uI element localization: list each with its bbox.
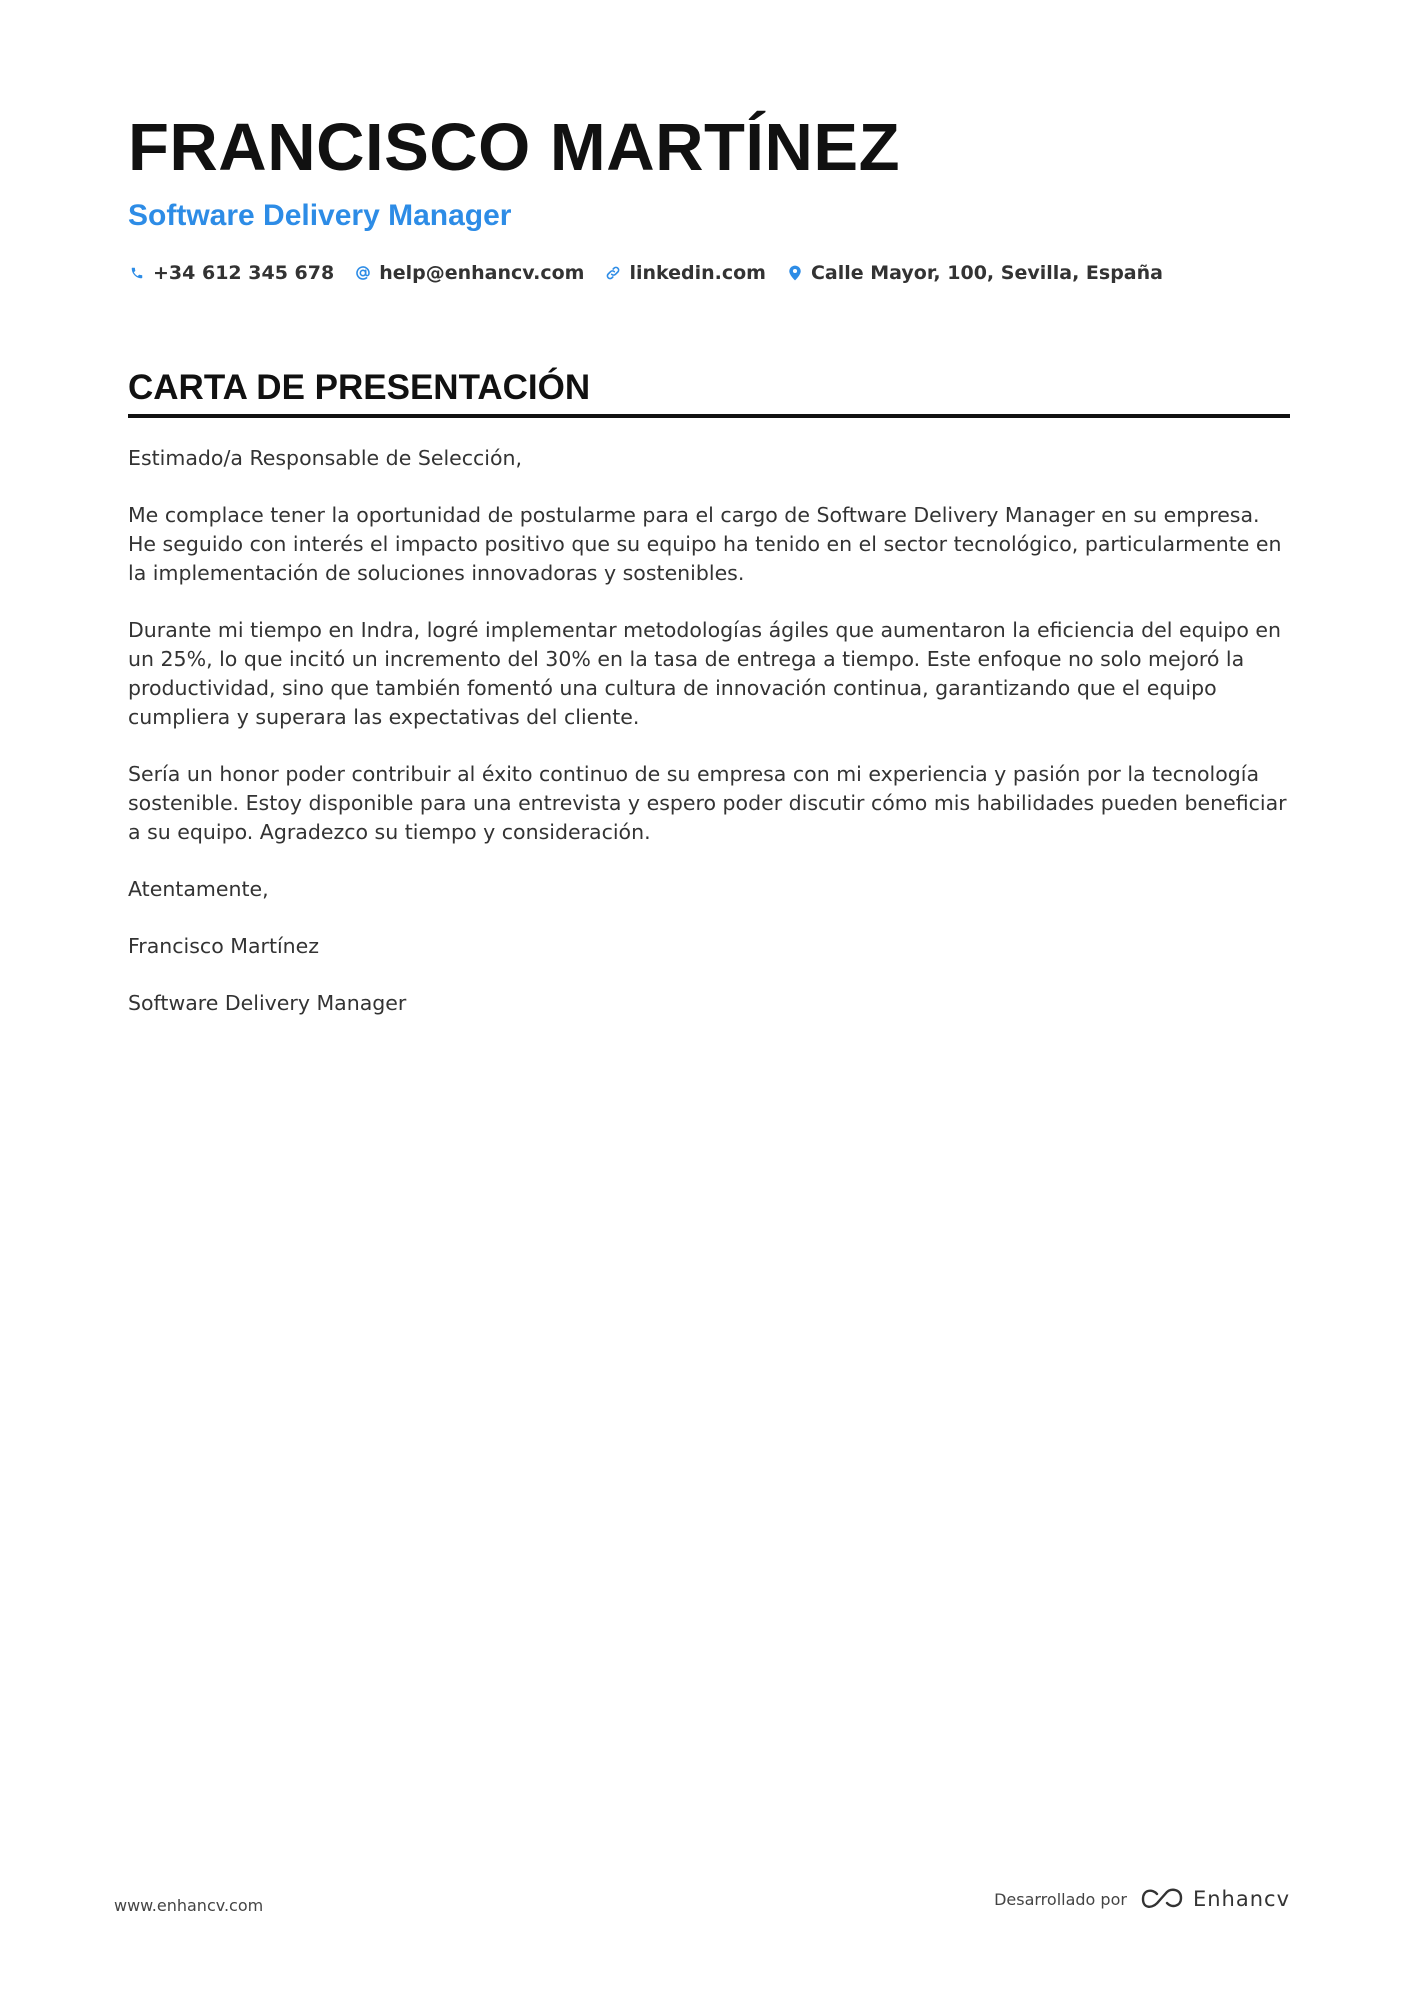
letter-paragraph: Me complace tener la oportunidad de postularme para el cargo de Software Delivery Manager en su empresa. He seguido con interés el impacto positivo que su equipo ha tenido en el sector tecnológico, particularmente en la implementación de soluciones innovadoras y sostenibles. xyxy=(128,503,1282,585)
job-title: Software Delivery Manager xyxy=(128,199,512,232)
brand-name: Enhancv xyxy=(1192,1887,1290,1911)
signature-name: Francisco Martínez xyxy=(128,934,320,958)
powered-by-label: Desarrollado por xyxy=(994,1889,1127,1909)
candidate-name: FRANCISCO MARTÍNEZ xyxy=(128,110,901,185)
letter-paragraph: Durante mi tiempo en Indra, logré implementar metodologías ágiles que aumentaron la eficiencia del equipo en un 25%, lo que incitó un incremento del 30% en la tasa de entrega a tiempo. Este enfoque no solo mejoró la productividad, sino que también fomentó una cultura de innovación continua, garantizando que el equipo cumpliera y superara las expectativas del cliente. xyxy=(128,618,1281,729)
contact-bar xyxy=(128,262,1288,284)
contact-email xyxy=(354,262,584,284)
enhancv-logo-icon xyxy=(1139,1886,1185,1912)
linkedin-link[interactable]: linkedin.com xyxy=(629,262,766,284)
footer-branding xyxy=(994,1886,1290,1912)
letter-body xyxy=(128,444,1290,1018)
letter-paragraph: Sería un honor poder contribuir al éxito continuo de su empresa con mi experiencia y pasión por la tecnología sostenible. Estoy disponible para una entrevista y espero poder discutir cómo mis habilidades pueden beneficiar a su equipo. Agradezco su tiempo y consideración. xyxy=(128,762,1287,844)
header xyxy=(128,108,1288,284)
contact-location xyxy=(786,262,1163,284)
at-icon xyxy=(354,264,372,282)
link-icon xyxy=(604,264,622,282)
cover-letter-section xyxy=(128,366,1290,1046)
letter-greeting: Estimado/a Responsable de Selección, xyxy=(128,446,523,470)
contact-linkedin xyxy=(604,262,766,284)
contact-phone xyxy=(128,262,334,284)
location-pin-icon xyxy=(786,264,804,282)
enhancv-logo[interactable] xyxy=(1139,1886,1290,1912)
letter-closing: Atentamente, xyxy=(128,877,269,901)
phone-number: +34 612 345 678 xyxy=(153,262,335,284)
signature-title: Software Delivery Manager xyxy=(128,991,407,1015)
section-title: CARTA DE PRESENTACIÓN xyxy=(128,368,591,407)
location-text: Calle Mayor, 100, Sevilla, España xyxy=(810,262,1163,284)
email-address[interactable]: help@enhancv.com xyxy=(379,262,585,284)
section-divider xyxy=(128,414,1290,418)
footer-website[interactable]: www.enhancv.com xyxy=(114,1896,264,1915)
phone-icon xyxy=(128,264,146,282)
